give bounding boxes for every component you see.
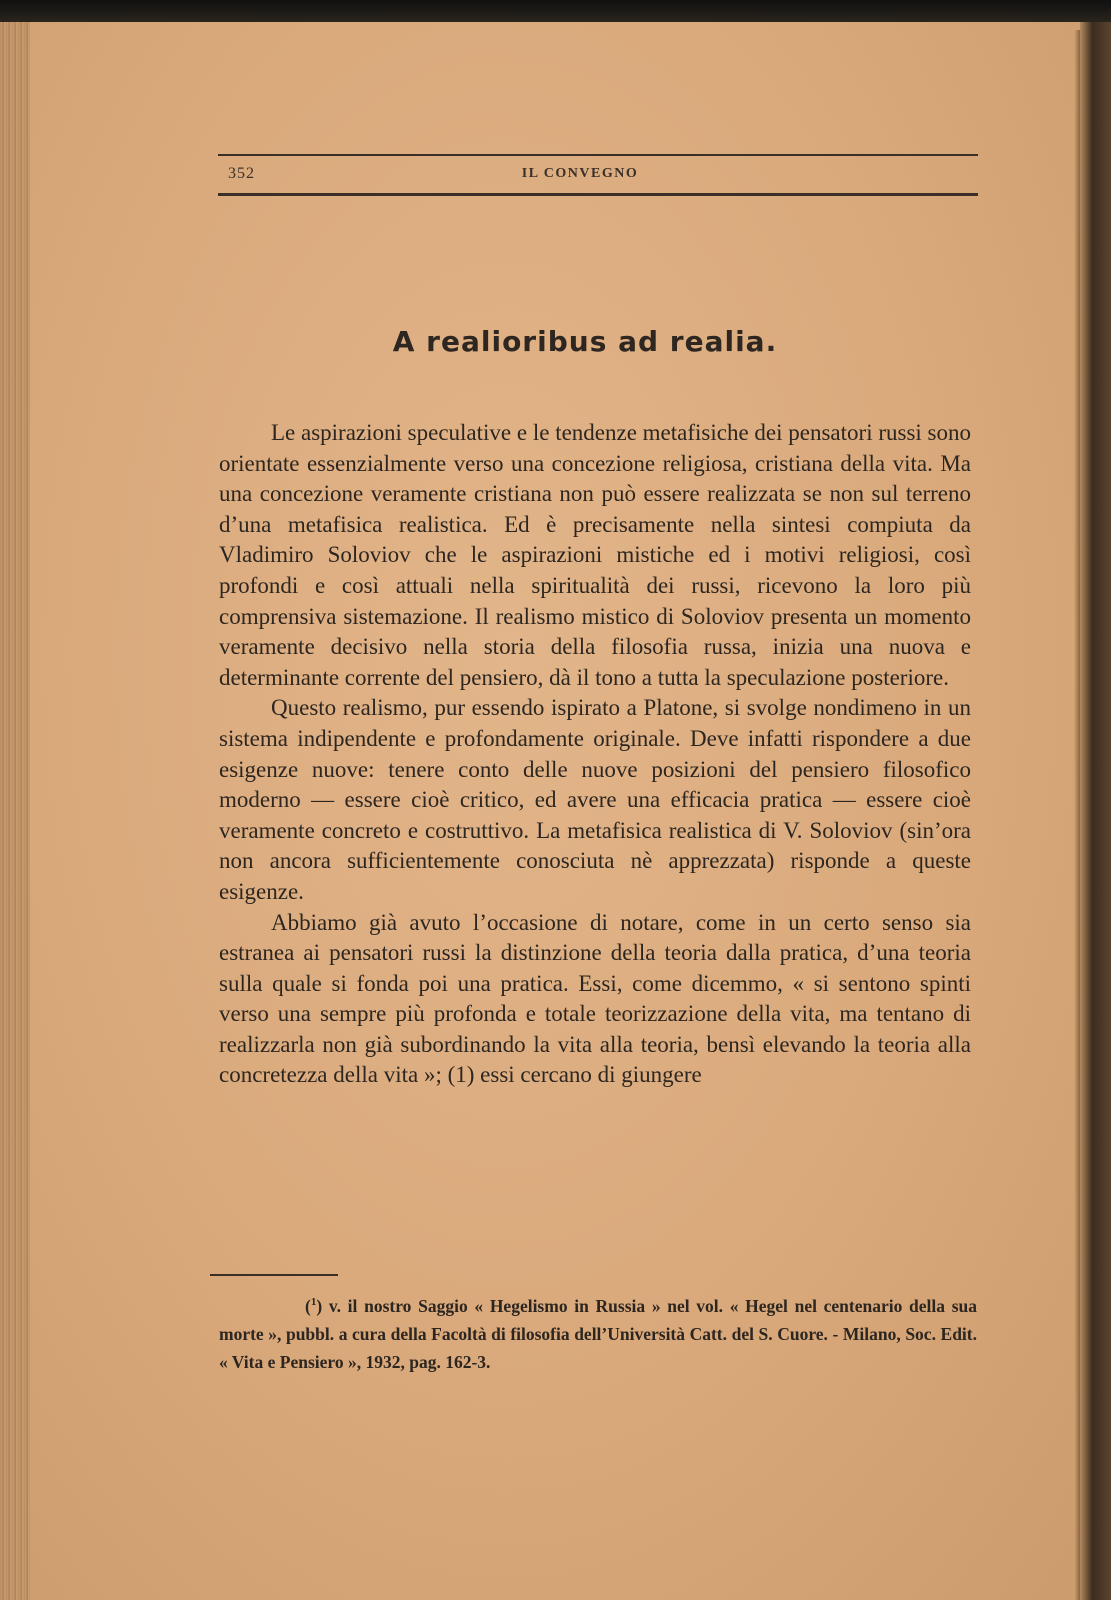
paragraph: Questo realismo, pur essendo ispirato a Platone, si svolge nondimeno in un sistema indipendente e profondamente originale. Deve infatti rispondere a due esigenze nuove: tenere conto delle nuove posizioni del pensiero filosofico moderno — essere cioè critico, ed avere una efficacia pratica — essere cioè veramente concreto e costruttivo. La metafisica realistica di V. Soloviov (sin’ora non ancora sufficientemente conosciuta nè apprezzata) risponde a queste esigenze.: [219, 695, 971, 904]
footnote-rule: [210, 1274, 338, 1276]
book-binding-right: [1080, 22, 1111, 1600]
page-number: 352: [228, 165, 255, 182]
running-title: IL CONVEGNO: [521, 166, 639, 181]
footnote-text: v. il nostro Saggio « Hegelismo in Russia » nel vol. « Hegel nel centenario della sua morte », pubbl. a cura della Facoltà di filosofia dell’Università Catt. del S. Cuore. - Milano, Soc. Edit. « Vita e Pensiero », 1932, pag. 162-3.: [219, 1295, 978, 1372]
header-rule-top: [218, 154, 978, 156]
article-title: A realioribus ad realia.: [392, 325, 778, 358]
paragraph: Abbiamo già avuto l’occasione di notare, come in un certo senso sia estranea ai pensatori russi la distinzione della teoria dalla pratica, d’una teoria sulla quale si fonda poi una pratica. Essi, come dicemmo, « si sentono spinti verso una sempre più profonda e totale teorizzazione della vita, ma tentano di realizzarla non già subordinando la vita alla teoria, bensì elevando la teoria alla concretezza della vita »; (1) essi cercano di giungere: [219, 909, 971, 1088]
header-rule-bottom: [218, 193, 978, 196]
paragraph: Le aspirazioni speculative e le tendenze metafisiche dei pensatori russi sono orientate essenzialmente verso una concezione religiosa, cristiana della vita. Ma una concezione veramente cristiana non può essere realizzata se non sul terreno d’una metafisica realistica. Ed è precisamente nella sintesi compiuta da Vladimiro Soloviov che le aspirazioni mistiche ed i motivi religiosi, così profondi e così attuali nella spiritualità dei russi, ricevono la loro più comprensiva sistemazione. Il realismo mistico di Soloviov presenta un momento veramente decisivo nella storia della filosofia russa, inizia una nuova e determinante corrente del pensiero, dà il tono a tutta la speculazione posteriore.: [219, 420, 971, 690]
article-body: [219, 418, 971, 1091]
footnote-marker: 1: [310, 1296, 317, 1308]
scan-top-border: [0, 0, 1111, 22]
footnote: ($^1$) v. il nostro Saggio « Hegelismo in Russia » nel vol. « Hegel nel centenario della sua morte », pubbl. a cura della Facoltà di filosofia dell’Università Catt. del S. Cuore. - Milano, Soc. Edit. « Vita e Pensiero », 1932, pag. 162-3.: [219, 1295, 978, 1372]
